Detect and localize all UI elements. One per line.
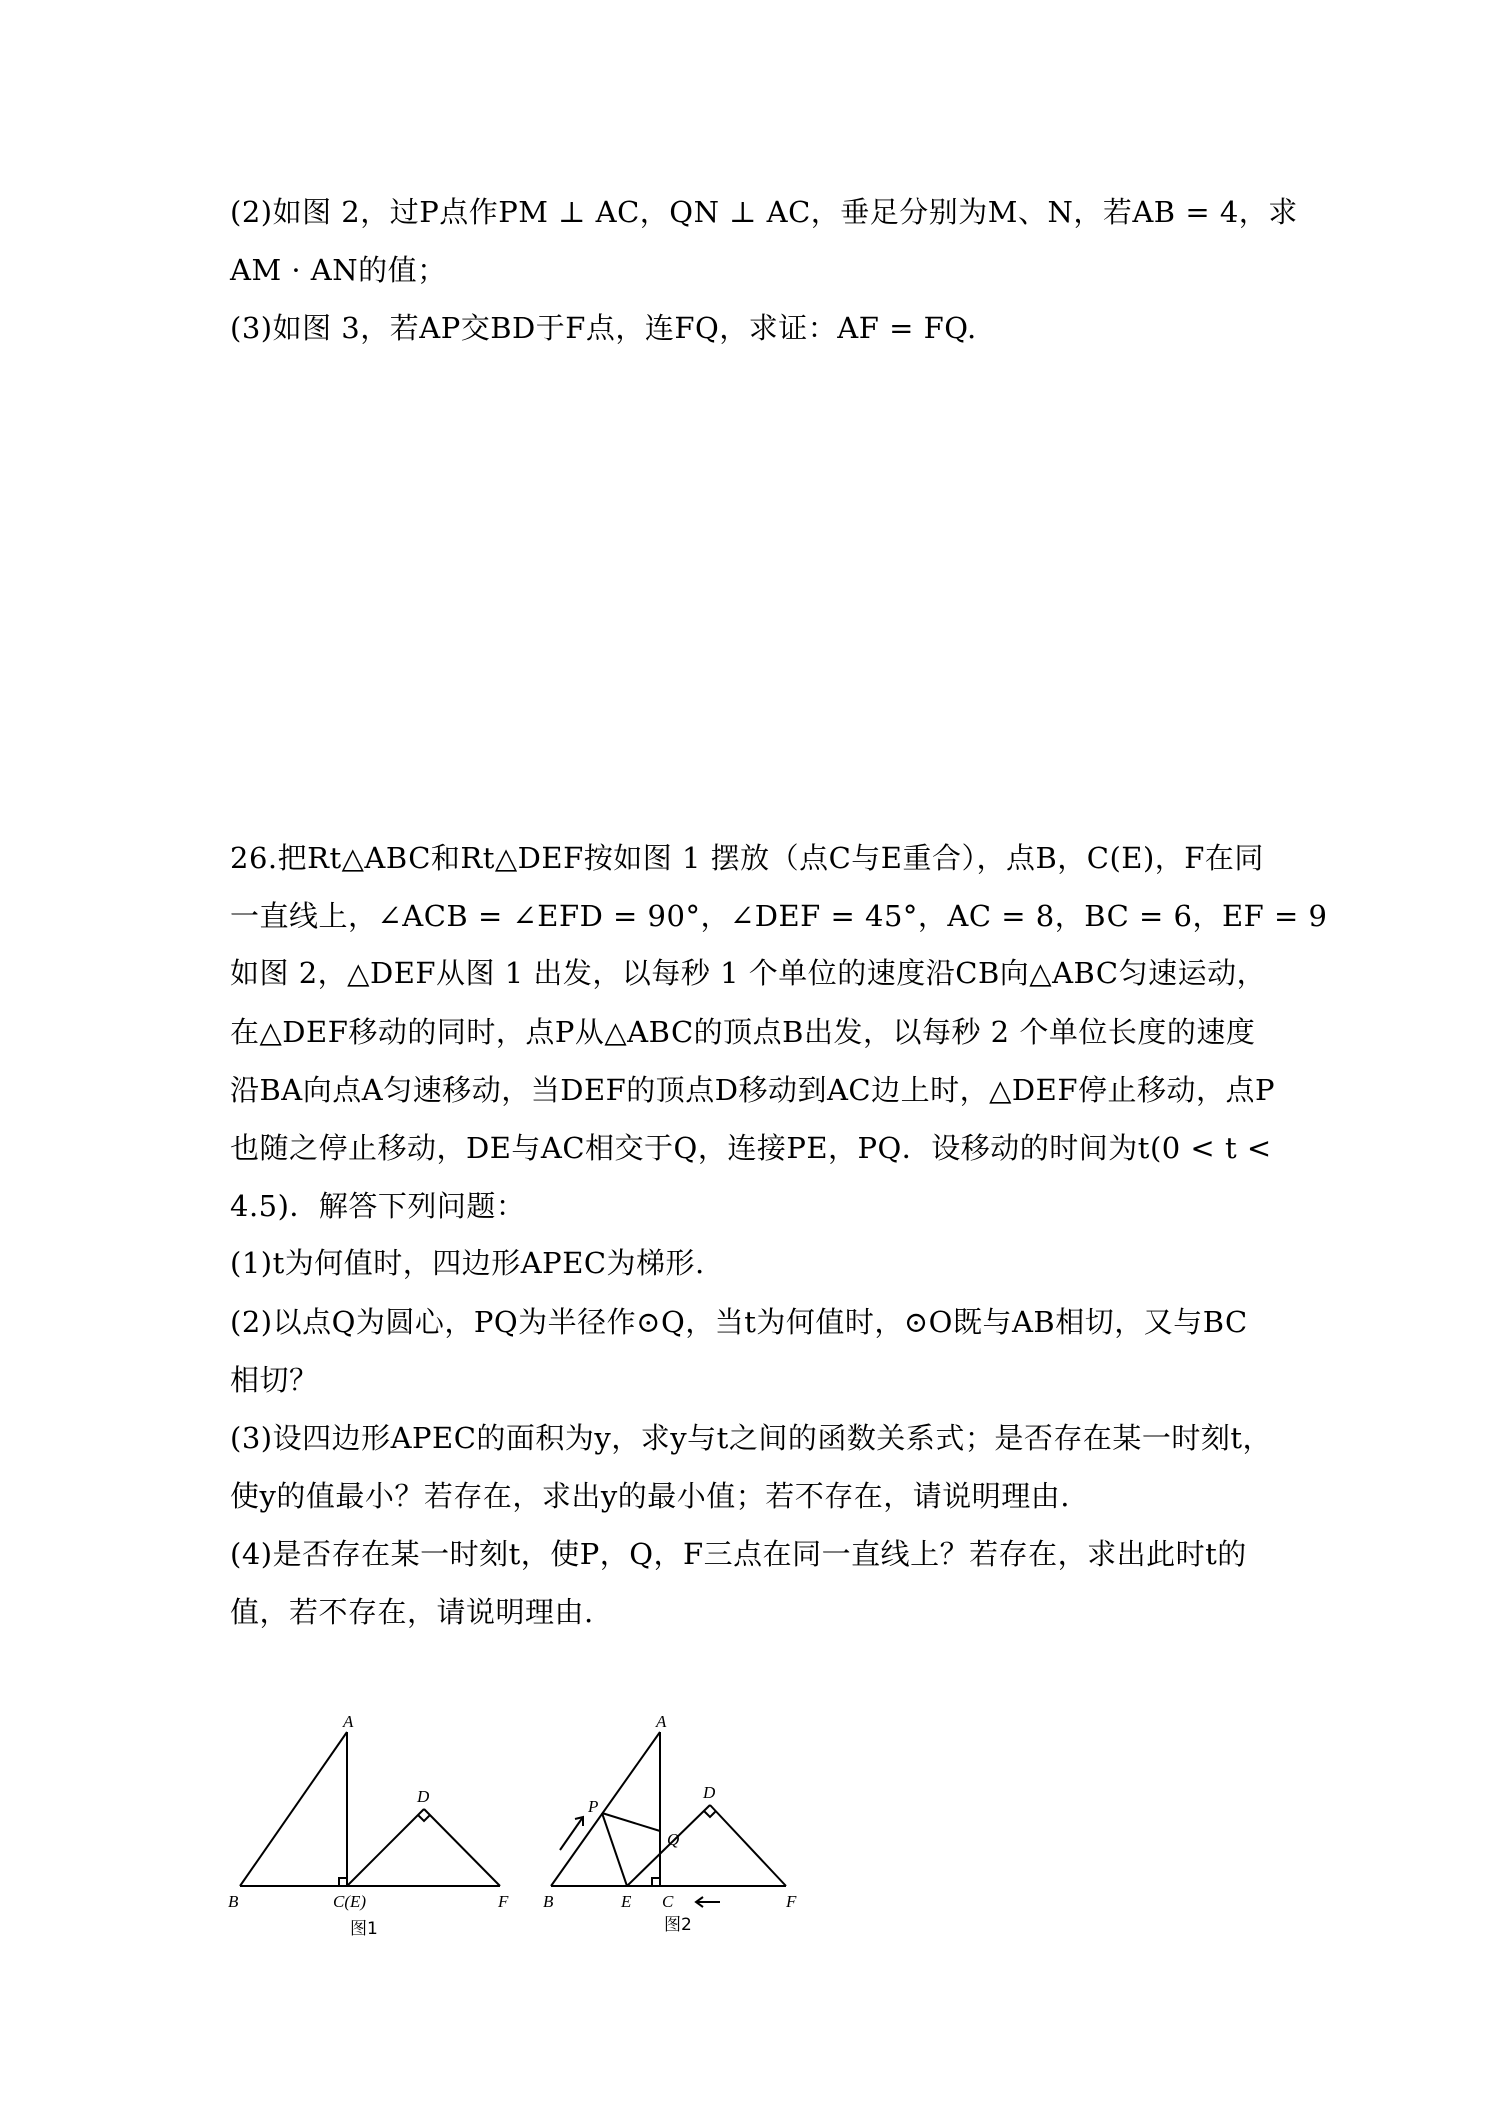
label-b: B bbox=[543, 1892, 554, 1911]
figure2 bbox=[551, 1732, 786, 1907]
label-b: B bbox=[228, 1892, 239, 1911]
right-angle-mark-c bbox=[339, 1878, 347, 1886]
segment-ba bbox=[240, 1732, 347, 1886]
text-line: 也随之停止移动，DE与AC相交于Q，连接PE，PQ．设移动的时间为t(0 < t < bbox=[230, 1131, 1272, 1165]
text-line: 使y的值最小？若存在，求出y的最小值；若不存在，请说明理由. bbox=[230, 1479, 1070, 1513]
label-f: F bbox=[498, 1892, 509, 1911]
text-line: (2)如图 2，过P点作PM ⊥ AC，QN ⊥ AC，垂足分别为M、N，若AB = 4，求 bbox=[230, 195, 1298, 229]
label-p: P bbox=[588, 1797, 599, 1816]
label-a: A bbox=[656, 1712, 667, 1731]
text-line: (4)是否存在某一时刻t，使P，Q，F三点在同一直线上？若存在，求出此时t的 bbox=[230, 1537, 1247, 1571]
label-q: Q bbox=[667, 1830, 680, 1849]
text-line: (3)如图 3，若AP交BD于F点，连FQ，求证：AF = FQ. bbox=[230, 311, 977, 345]
text-line: 值，若不存在，请说明理由. bbox=[230, 1595, 594, 1629]
text-line: 一直线上，∠ACB = ∠EFD = 90°，∠DEF = 45°，AC = 8，BC = 6，EF = 9 bbox=[230, 899, 1328, 933]
label-f: F bbox=[786, 1892, 797, 1911]
right-angle-mark-c bbox=[652, 1878, 660, 1886]
text-line: (3)设四边形APEC的面积为y，求y与t之间的函数关系式；是否存在某一时刻t， bbox=[230, 1421, 1272, 1455]
text-line: 4.5)．解答下列问题： bbox=[230, 1189, 526, 1223]
label-e: E bbox=[621, 1892, 632, 1911]
segment-pe bbox=[602, 1813, 627, 1886]
text-line: 沿BA向点A匀速移动，当DEF的顶点D移动到AC边上时，△DEF停止移动，点P bbox=[230, 1073, 1275, 1107]
text-line: 26.把Rt△ABC和Rt△DEF按如图 1 摆放（点C与E重合），点B，C(E)，F在同 bbox=[230, 841, 1264, 875]
figure2-caption: 图2 bbox=[664, 1915, 692, 1935]
right-angle-mark-d bbox=[418, 1815, 430, 1821]
label-ce: C(E) bbox=[333, 1892, 367, 1911]
figure1-caption: 图1 bbox=[350, 1919, 378, 1939]
label-a: A bbox=[343, 1712, 354, 1731]
segment-ba bbox=[551, 1732, 660, 1886]
text-line: 在△DEF移动的同时，点P从△ABC的顶点B出发，以每秒 2 个单位长度的速度 bbox=[230, 1015, 1256, 1049]
segment-df bbox=[424, 1809, 500, 1886]
label-d: D bbox=[703, 1783, 716, 1802]
segment-df bbox=[710, 1805, 786, 1886]
text-line: AM · AN的值； bbox=[230, 253, 447, 287]
text-line: (2)以点Q为圆心，PQ为半径作⊙Q，当t为何值时，⊙O既与AB相切，又与BC bbox=[230, 1305, 1248, 1339]
figure1 bbox=[240, 1732, 500, 1886]
label-d: D bbox=[417, 1787, 430, 1806]
label-c: C bbox=[662, 1892, 674, 1911]
text-line: (1)t为何值时，四边形APEC为梯形. bbox=[230, 1246, 705, 1280]
segment-ed bbox=[347, 1809, 424, 1886]
segment-pq bbox=[602, 1813, 660, 1831]
text-line: 如图 2，△DEF从图 1 出发，以每秒 1 个单位的速度沿CB向△ABC匀速运动， bbox=[230, 956, 1267, 990]
text-line: 相切？ bbox=[230, 1363, 319, 1397]
figure1-labels bbox=[228, 1712, 509, 1939]
figure2-labels bbox=[543, 1712, 797, 1935]
right-angle-mark-d bbox=[704, 1811, 716, 1817]
